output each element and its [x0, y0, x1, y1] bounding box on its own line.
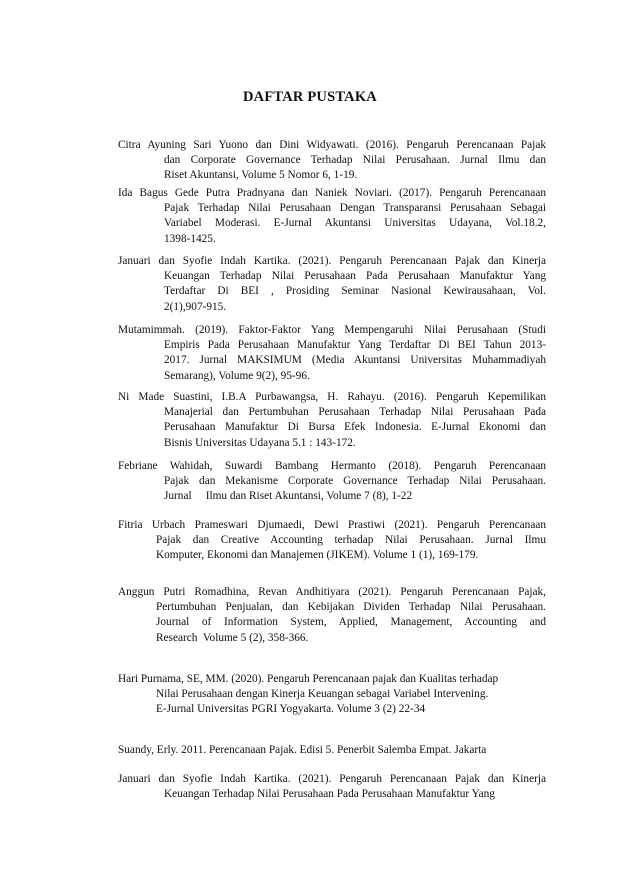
reference-line: Jurnal Ilmu dan Riset Akuntansi, Volume 7 (8), 1-22 [164, 490, 413, 503]
reference-entry [118, 672, 546, 718]
reference-line: Research Volume 5 (2), 358-366. [156, 631, 309, 644]
reference-line: Komputer, Ekonomi dan Manajemen (JIKEM). Volume 1 (1), 169-179. [156, 549, 479, 562]
reference-line: Perusahaan Manufaktur Di Bursa Efek Indonesia. E-Jurnal Ekonomi dan [164, 421, 546, 434]
reference-line: Ni Made Suastini, I.B.A Purbawangsa, H. Rahayu. (2016). Pengaruh Kepemilikan [118, 391, 546, 403]
reference-line: Pertumbuhan Penjualan, dan Kebijakan Dividen Terhadap Nilai Perusahaan. [156, 601, 546, 614]
reference-line: Mutamimmah. (2019). Faktor-Faktor Yang Mempengaruhi Nilai Perusahaan (Studi [118, 324, 546, 336]
reference-line: E-Jurnal Universitas PGRI Yogyakarta. Volume 3 (2) 22-34 [156, 703, 426, 716]
reference-line: 1398-1425. [164, 232, 216, 245]
reference-line: Hari Purnama, SE, MM. (2020). Pengaruh Perencanaan pajak dan Kualitas terhadap [118, 673, 499, 685]
reference-entry [118, 186, 546, 247]
reference-line: Januari dan Syofie Indah Kartika. (2021). Pengaruh Perencanaan Pajak dan Kinerja [118, 773, 546, 785]
reference-line: 2017. Jurnal MAKSIMUM (Media Akuntansi Universitas Muhammadiyah [164, 354, 546, 367]
reference-line: Keuangan Terhadap Nilai Perusahaan Pada Perusahaan Manufaktur Yang [164, 270, 546, 283]
reference-line: Manajerial dan Pertumbuhan Perusahaan Terhadap Nilai Perusahaan Pada [164, 406, 546, 419]
reference-line: Journal of Information System, Applied, Management, Accounting and [156, 616, 546, 629]
reference-entry [118, 390, 546, 451]
reference-entry [118, 772, 546, 802]
reference-line: Pajak dan Creative Accounting terhadap Nilai Perusahaan. Jurnal Ilmu [156, 534, 546, 547]
reference-entry [118, 518, 546, 564]
reference-line: Bisnis Universitas Udayana 5.1 : 143-172. [164, 436, 356, 449]
reference-line: Citra Ayuning Sari Yuono dan Dini Widyawati. (2016). Pengaruh Perencanaan Pajak [118, 139, 546, 151]
reference-line: Anggun Putri Romadhina, Revan Andhitiyara (2021). Pengaruh Perencanaan Pajak, [118, 586, 546, 598]
reference-line: Febriane Wahidah, Suwardi Bambang Hermanto (2018). Pengaruh Perencanaan [118, 460, 546, 472]
reference-line: Semarang), Volume 9(2), 95-96. [164, 369, 310, 382]
reference-entry [118, 585, 546, 646]
reference-line: Pajak Terhadap Nilai Perusahaan Dengan Transparansi Perusahaan Sebagai [164, 202, 546, 215]
reference-entry [118, 743, 546, 758]
reference-entry [118, 459, 546, 505]
reference-entry [118, 323, 546, 384]
reference-line: Nilai Perusahaan dengan Kinerja Keuangan sebagai Variabel Intervening. [156, 688, 489, 701]
reference-line: Keuangan Terhadap Nilai Perusahaan Pada Perusahaan Manufaktur Yang [164, 788, 495, 801]
reference-line: 2(1),907-915. [164, 300, 227, 313]
reference-line: Fitria Urbach Prameswari Djumaedi, Dewi Prastiwi (2021). Pengaruh Perencanaan [118, 519, 546, 531]
page-title: DAFTAR PUSTAKA [243, 89, 377, 105]
reference-entry [118, 138, 546, 184]
reference-line: Terdaftar Di BEI , Prosiding Seminar Nasional Kewirausahaan, Vol. [164, 285, 546, 298]
reference-line: dan Corporate Governance Terhadap Nilai Perusahaan. Jurnal Ilmu dan [164, 154, 546, 167]
reference-line: Ida Bagus Gede Putra Pradnyana dan Naniek Noviari. (2017). Pengaruh Perencanaan [118, 187, 546, 199]
reference-line: Variabel Moderasi. E-Jurnal Akuntansi Universitas Udayana, Vol.18.2, [164, 217, 546, 230]
reference-line: Pajak dan Mekanisme Corporate Governance Terhadap Nilai Perusahaan. [164, 475, 546, 488]
reference-line: Suandy, Erly. 2011. Perencanaan Pajak. Edisi 5. Penerbit Salemba Empat. Jakarta [118, 744, 487, 756]
reference-line: Januari dan Syofie Indah Kartika. (2021). Pengaruh Perencanaan Pajak dan Kinerja [118, 255, 546, 267]
reference-line: Empiris Pada Perusahaan Manufaktur Yang Terdaftar Di BEI Tahun 2013- [164, 339, 546, 352]
reference-entry [118, 254, 546, 315]
reference-line: Riset Akuntansi, Volume 5 Nomor 6, 1-19. [164, 169, 358, 182]
